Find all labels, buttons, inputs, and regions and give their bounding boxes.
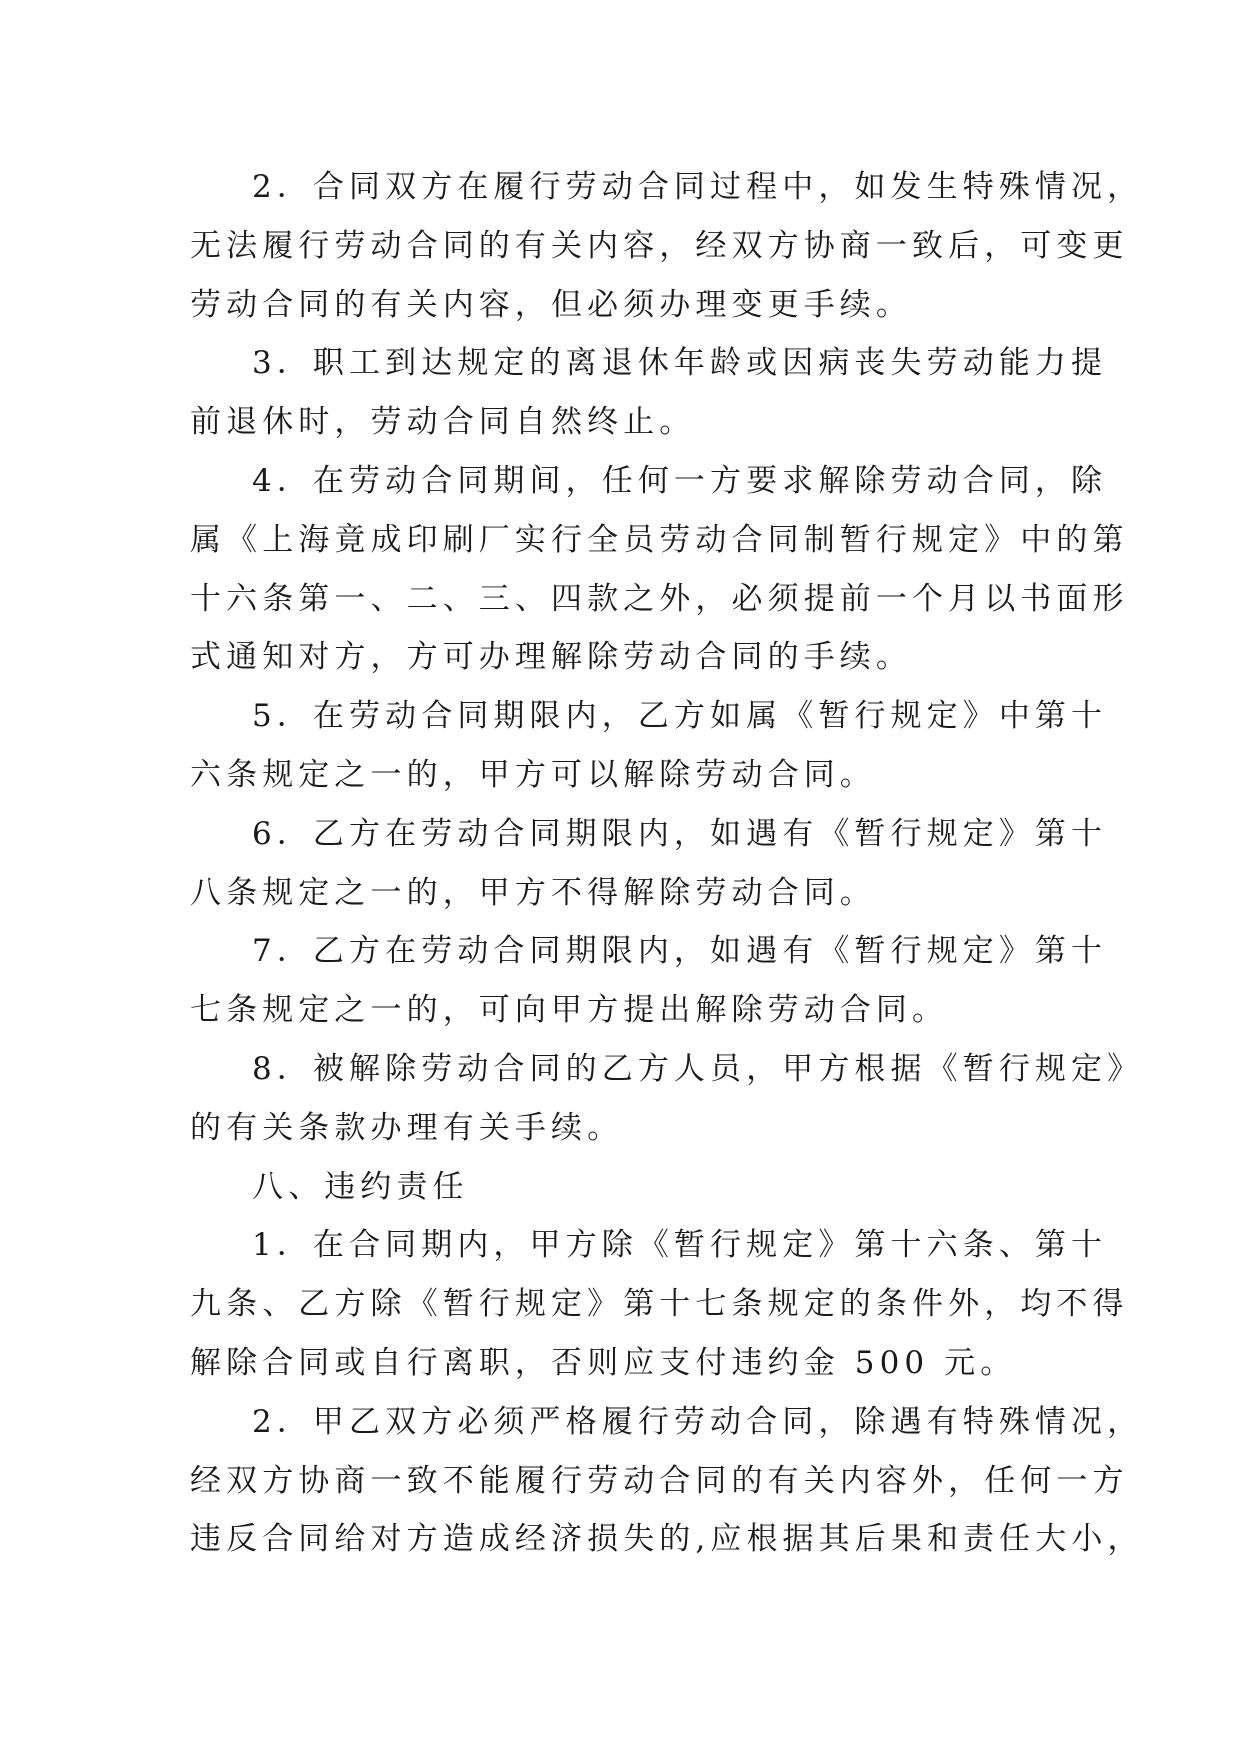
text-line: 的有关条款办理有关手续。 xyxy=(190,1110,624,1146)
text-line-clause-8-1-start: 1．在合同期内，甲方除《暂行规定》第十六条、第十 xyxy=(252,1227,1108,1263)
text-line: 七条规定之一的，可向甲方提出解除劳动合同。 xyxy=(190,992,949,1028)
text-line-clause-7-2-start: 2．合同双方在履行劳动合同过程中，如发生特殊情况， xyxy=(252,169,1144,205)
text-line: 前退休时，劳动合同自然终止。 xyxy=(190,404,696,440)
text-line: 六条规定之一的，甲方可以解除劳动合同。 xyxy=(190,757,876,793)
text-line: 经双方协商一致不能履行劳动合同的有关内容外，任何一方 xyxy=(190,1463,1129,1499)
text-line-clause-7-3-start: 3．职工到达规定的离退休年龄或因病丧失劳动能力提 xyxy=(252,345,1108,381)
text-line-clause-7-7-start: 7．乙方在劳动合同期限内，如遇有《暂行规定》第十 xyxy=(252,933,1108,969)
text-line: 九条、乙方除《暂行规定》第十七条规定的条件外，均不得 xyxy=(190,1286,1129,1322)
text-line: 十六条第一、二、三、四款之外，必须提前一个月以书面形 xyxy=(190,581,1129,617)
text-line: 八条规定之一的，甲方不得解除劳动合同。 xyxy=(190,875,876,911)
text-line-clause-7-8-start: 8．被解除劳动合同的乙方人员，甲方根据《暂行规定》 xyxy=(252,1051,1144,1087)
text-line-clause-7-6-start: 6．乙方在劳动合同期限内，如遇有《暂行规定》第十 xyxy=(252,816,1108,852)
text-line-clause-7-4-start: 4．在劳动合同期间，任何一方要求解除劳动合同，除 xyxy=(252,463,1108,499)
text-line: 劳动合同的有关内容，但必须办理变更手续。 xyxy=(190,287,912,323)
text-line: 无法履行劳动合同的有关内容，经双方协商一致后，可变更 xyxy=(190,228,1129,264)
text-line: 违反合同给对方造成经济损失的,应根据其后果和责任大小， xyxy=(190,1521,1144,1557)
text-line: 解除合同或自行离职，否则应支付违约金 500 元。 xyxy=(190,1345,1017,1381)
text-line: 属《上海竟成印刷厂实行全员劳动合同制暂行规定》中的第 xyxy=(190,522,1129,558)
text-line: 式通知对方，方可办理解除劳动合同的手续。 xyxy=(190,639,912,675)
section-heading-breach-liability: 八、违约责任 xyxy=(252,1169,469,1205)
text-line-clause-8-2-start: 2．甲乙双方必须严格履行劳动合同，除遇有特殊情况， xyxy=(252,1404,1144,1440)
text-line-clause-7-5-start: 5．在劳动合同期限内，乙方如属《暂行规定》中第十 xyxy=(252,698,1108,734)
